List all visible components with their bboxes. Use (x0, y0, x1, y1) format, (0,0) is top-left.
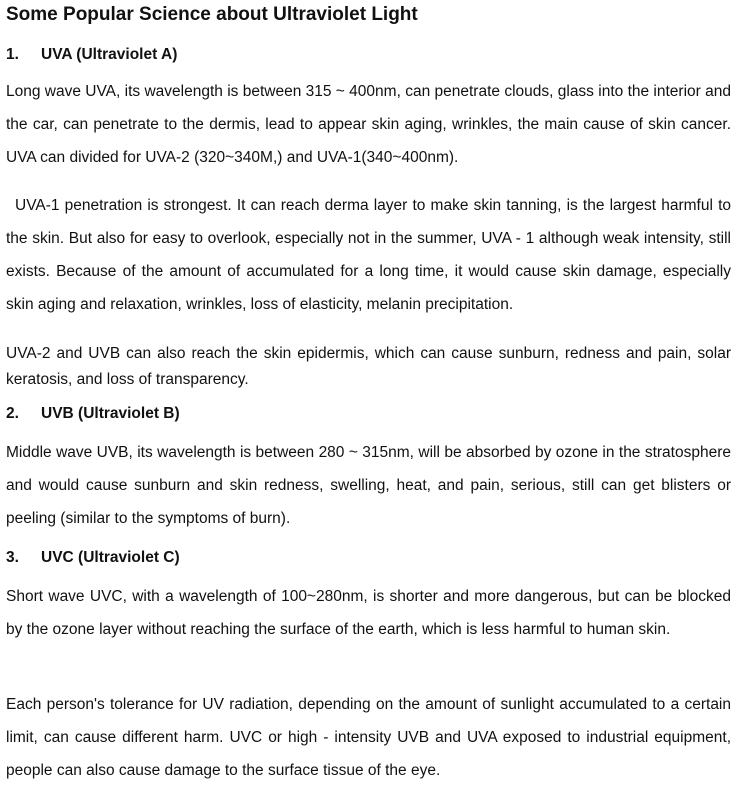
paragraph-uva-intro: Long wave UVA, its wavelength is between 315 ~ 400nm, can penetrate clouds, glass into the interior and the car, can penetrate to the dermis, lead to appear skin aging, wrinkles, the main cause of skin cancer. UVA can divided for UVA-2 (320~340M,) and UVA-1(340~400nm). (6, 83, 731, 166)
section-title: UVB (Ultraviolet B) (41, 405, 180, 422)
section-number: 1. (6, 46, 19, 63)
page-title: Some Popular Science about Ultraviolet Light (6, 4, 418, 25)
paragraph-uva2: UVA-2 and UVB can also reach the skin epidermis, which can cause sunburn, redness and pain, solar keratosis, and loss of transparency. (6, 345, 731, 388)
paragraph-uvb: Middle wave UVB, its wavelength is between 280 ~ 315nm, will be absorbed by ozone in the stratosphere and would cause sunburn and skin redness, swelling, heat, and pain, serious, still can get blisters or peeling (similar to the symptoms of burn). (6, 444, 731, 527)
paragraph-uvc: Short wave UVC, with a wavelength of 100~280nm, is shorter and more dangerous, but can be blocked by the ozone layer without reaching the surface of the earth, which is less harmful to human skin. (6, 588, 731, 638)
paragraph-uva1: UVA-1 penetration is strongest. It can reach derma layer to make skin tanning, is the largest harmful to the skin. But also for easy to overlook, especially not in the summer, UVA - 1 although weak intensity, still exists. Because of the amount of accumulated for a long time, it would cause skin damage, especially skin aging and relaxation, wrinkles, loss of elasticity, melanin precipitation. (6, 197, 731, 313)
section-heading-uvc (6, 549, 180, 567)
section-number: 2. (6, 405, 19, 422)
section-heading-uvb (6, 405, 180, 423)
section-title: UVA (Ultraviolet A) (41, 46, 178, 63)
paragraph-tolerance: Each person's tolerance for UV radiation, depending on the amount of sunlight accumulated to a certain limit, can cause different harm. UVC or high - intensity UVB and UVA exposed to industrial equipment, people can also cause damage to the surface tissue of the eye. (6, 696, 731, 779)
section-heading-uva (6, 46, 177, 64)
section-number: 3. (6, 549, 19, 566)
section-title: UVC (Ultraviolet C) (41, 549, 180, 566)
